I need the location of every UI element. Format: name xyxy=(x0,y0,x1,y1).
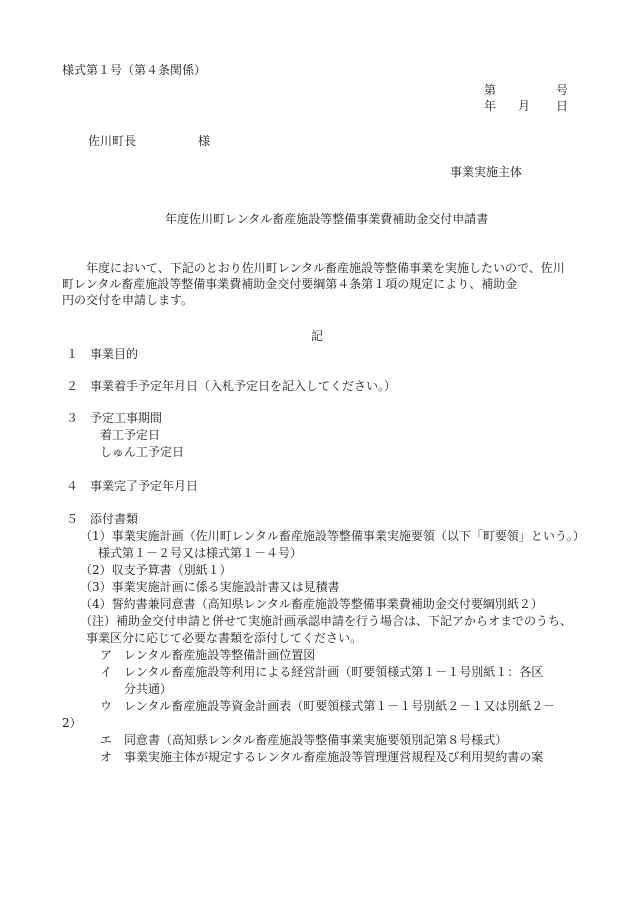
item-1: １ 事業目的 xyxy=(66,347,139,361)
intro-line-3: 円の交付を申請します。 xyxy=(62,293,194,307)
addressee-name: 佐川町長 xyxy=(88,134,137,148)
date-day-label: 日 xyxy=(556,99,569,113)
date-month-label: 月 xyxy=(518,99,531,113)
attachment-1b: 様式第１－２号又は様式第１－４号） xyxy=(98,546,303,560)
item-3-start: 着工予定日 xyxy=(100,428,161,442)
sub-item-a: ア レンタル畜産施設等整備計画位置図 xyxy=(100,648,316,662)
sub-item-o: オ 事業実施主体が規定するレンタル畜産施設等管理運営規程及び利用契約書の案 xyxy=(100,750,544,764)
item-3-end: しゅん工予定日 xyxy=(100,445,185,459)
sub-item-u-cont: 2） xyxy=(62,716,82,730)
intro-line-2: 町レンタル畜産施設等整備事業費補助金交付要綱第４条第１項の規定により、補助金 xyxy=(62,277,518,291)
doc-number-suffix: 号 xyxy=(556,83,569,97)
item-3: ３ 予定工事期間 xyxy=(66,411,163,425)
attachment-3: （3）事業実施計画に係る実施設計書又は見積書 xyxy=(80,580,340,594)
intro-line-1: 年度において、下記のとおり佐川町レンタル畜産施設等整備事業を実施したいので、佐川 xyxy=(86,261,565,275)
item-5: ５ 添付書類 xyxy=(66,512,139,526)
doc-number-label: 第 xyxy=(484,83,497,97)
sub-item-u: ウ レンタル畜産施設等資金計画表（町要領様式第１－１号別紙２－１又は別紙２－ xyxy=(100,699,556,713)
sub-item-i-cont: 分共通） xyxy=(124,682,173,696)
attachment-4: （4）誓約書兼同意書（高知県レンタル畜産施設等整備事業費補助金交付要綱別紙２） xyxy=(80,597,543,611)
attachment-1a: （1）事業実施計画（佐川町レンタル畜産施設等整備事業実施要領（以下「町要領」という。） xyxy=(80,529,585,543)
ki-heading: 記 xyxy=(311,329,324,343)
form-number: 様式第１号（第４条関係） xyxy=(62,63,207,77)
applicant-label: 事業実施主体 xyxy=(450,165,523,179)
sub-item-e: エ 同意書（高知県レンタル畜産施設等整備事業実施要領別記第８号様式） xyxy=(100,733,508,747)
note-line-2: 事業区分に応じて必要な書類を添付してください。 xyxy=(86,631,363,645)
sub-item-i: イ レンタル畜産施設等利用による経営計画（町要領様式第１－１号別紙１：各区 xyxy=(100,665,544,679)
note-line-1: （注）補助金交付申請と併せて実施計画承認申請を行う場合は、下記アからオまでのうち、 xyxy=(80,614,573,628)
item-2: ２ 事業着手予定年月日（入札予定日を記入してください。） xyxy=(66,379,397,393)
item-4: ４ 事業完了予定年月日 xyxy=(66,479,199,493)
page-title: 年度佐川町レンタル畜産施設等整備事業費補助金交付申請書 xyxy=(165,212,489,226)
attachment-2: （2）収支予算書（別紙１） xyxy=(80,563,232,577)
date-year-label: 年 xyxy=(484,99,497,113)
addressee-honorific: 様 xyxy=(198,134,211,148)
